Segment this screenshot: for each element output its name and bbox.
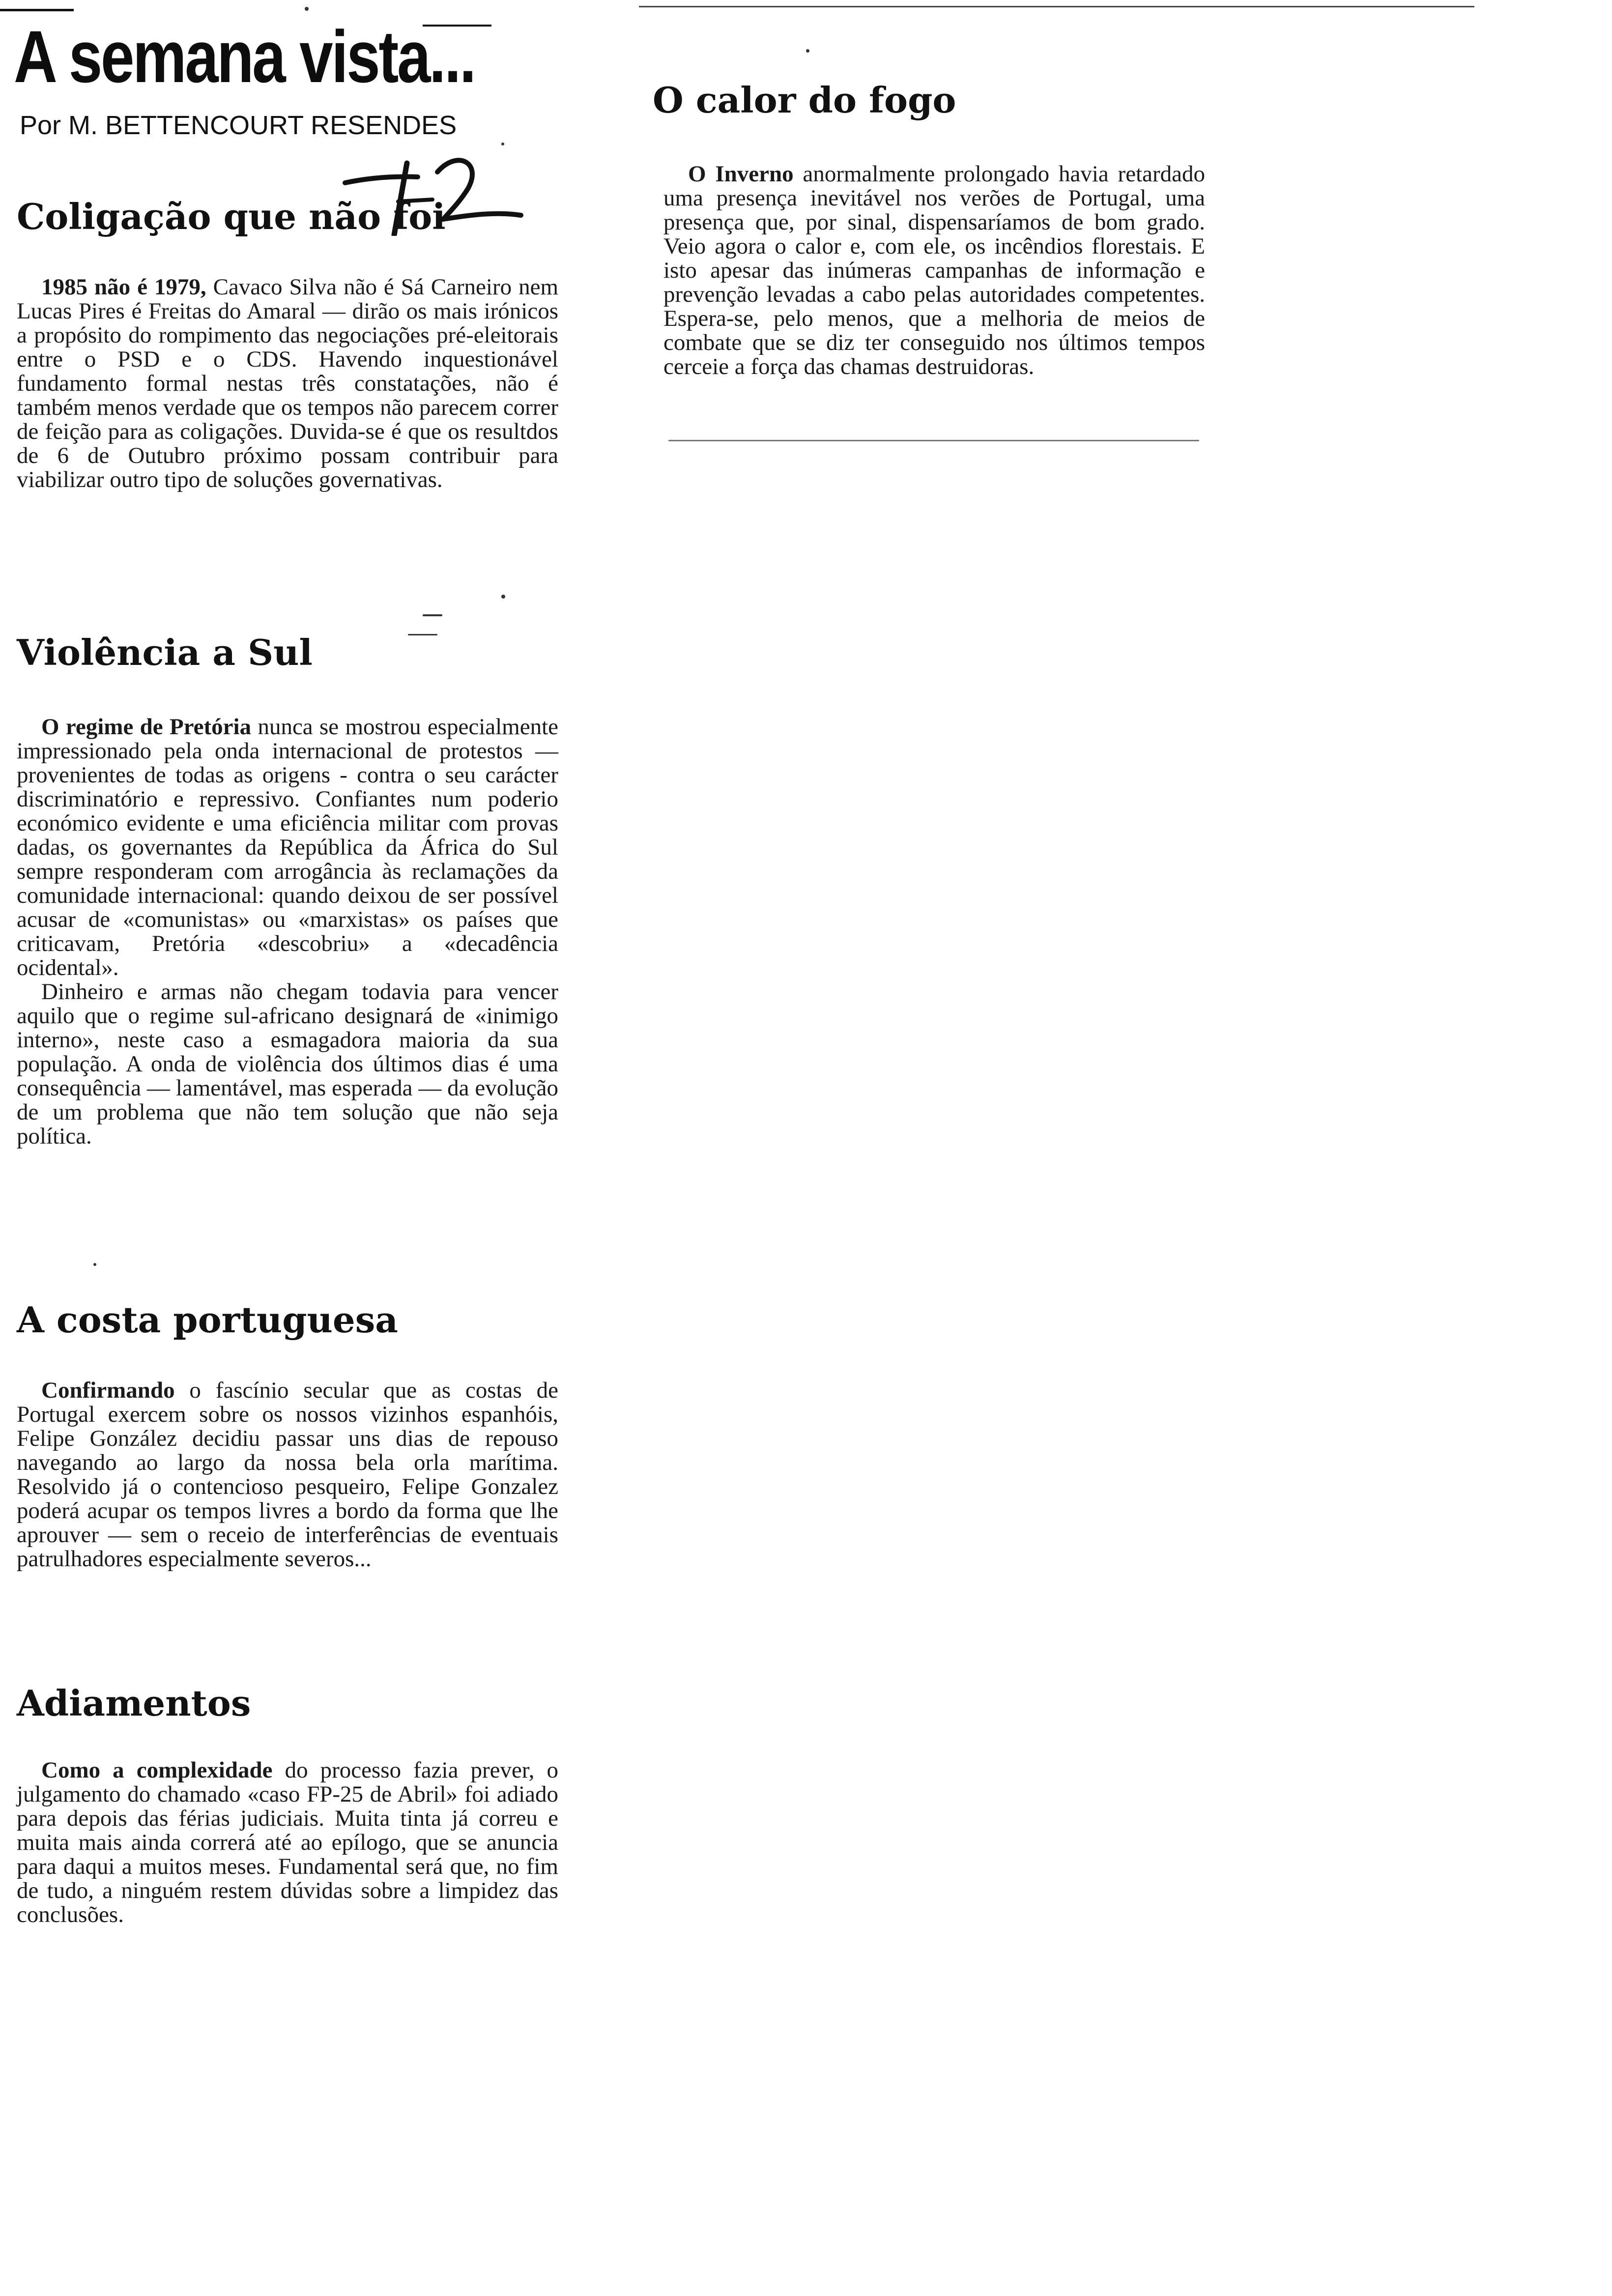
article-costa xyxy=(17,1378,558,1571)
body-adiamentos: do processo fazia prever, o julgamento do chamado «caso FP-25 de Abril» foi adiado para depois das férias judiciais. Muita tinta já correu e muita mais ainda correrá até ao epílogo, que se anuncia para daqui a muitos meses. Fundamental será que, no fim de tudo, a ninguém restem dúvidas sobre a limpidez das conclusões. xyxy=(17,1757,558,1927)
scan-speck xyxy=(305,7,309,11)
scan-speck xyxy=(501,595,505,599)
body-violencia-1: nunca se mostrou especialmente impressionado pela onda internacional de protestos — provenientes de todas as origens - contra o seu carácter discriminatório e repressivo. Confiantes num poderio económico evidente e uma eficiência militar com provas dadas, os governantes da República da África do Sul sempre responderam com arrogância às reclamações da comunidade internacional: quando deixou de ser possível acusar de «comunistas» ou «marxistas» os países que criticavam, Pretória «descobriu» a «decadência ocidental». xyxy=(17,714,559,980)
article-coligacao xyxy=(17,275,558,492)
byline: Por M. BETTENCOURT RESENDES xyxy=(20,111,457,140)
top-rule-right xyxy=(639,6,1474,7)
lead-coligacao: 1985 não é 1979, xyxy=(41,274,206,300)
lead-calor: O Inverno xyxy=(688,161,794,187)
article-calor xyxy=(663,162,1205,379)
headline-violencia: Violência a Sul xyxy=(17,631,313,673)
article-adiamentos xyxy=(17,1758,558,1927)
body-calor: anormalmente prolongado havia retardado uma presença inevitável nos verões de Portugal, uma presença que, por sinal, dispensaríamos de bom grado. Veio agora o calor e, com ele, os incêndios florestais. E isto apesar das inúmeras campanhas de informação e prevenção levadas a cabo pelas autoridades competentes. Espera-se, pelo menos, que a melhoria de meios de combate que se diz ter conseguido nos últimos tempos cerceie a força das chamas destruidoras. xyxy=(663,161,1205,379)
scan-speck xyxy=(668,440,1199,441)
body-coligacao: Cavaco Silva não é Sá Carneiro nem Lucas Pires é Freitas do Amaral — dirão os mais irónicos a propósito do rompimento das negociações pré-eleitorais entre o PSD e o CDS. Havendo inquestionável fundamento formal nestas três constatações, não é também menos verdade que os tempos não parecem correr de feição para as coligações. Duvida-se é que os resultdos de 6 de Outubro próximo possam contribuir para viabilizar outro tipo de soluções governativas. xyxy=(17,274,559,492)
body-costa: o fascínio secular que as costas de Portugal exercem sobre os nossos vizinhos espanhóis, Felipe González decidiu passar uns dias de repouso navegando ao largo da nossa bela orla marítima. Resolvido já o contencioso pesqueiro, Felipe Gonzalez poderá acupar os tempos livres a bordo da forma que lhe aprouver — sem o receio de interferências de eventuais patrulhadores especialmente severos... xyxy=(17,1378,558,1572)
scan-speck xyxy=(501,143,504,145)
headline-calor: O calor do fogo xyxy=(653,79,956,121)
headline-coligacao: Coligação que não foi xyxy=(17,196,446,237)
headline-adiamentos: Adiamentos xyxy=(17,1682,251,1724)
headline-costa: A costa portuguesa xyxy=(17,1299,398,1341)
article-violencia xyxy=(17,715,558,1148)
lead-violencia: O regime de Pretória xyxy=(41,714,252,740)
masthead-title: A semana vista... xyxy=(14,15,475,98)
scan-speck xyxy=(93,1263,96,1266)
lead-costa: Confirmando xyxy=(41,1378,175,1403)
lead-adiamentos: Como a complexidade xyxy=(41,1757,273,1783)
scan-speck xyxy=(408,634,437,635)
scan-speck xyxy=(423,614,442,616)
body-violencia-2: Dinheiro e armas não chegam todavia para vencer aquilo que o regime sul-africano designará de «inimigo interno», neste caso a esmagadora maioria da sua população. A onda de violência dos últimos dias é uma consequência — lamentável, mas esperada — da evolução de um problema que não tem solução que não seja política. xyxy=(17,979,558,1149)
scan-speck xyxy=(806,49,809,53)
top-rule-left xyxy=(0,9,74,11)
